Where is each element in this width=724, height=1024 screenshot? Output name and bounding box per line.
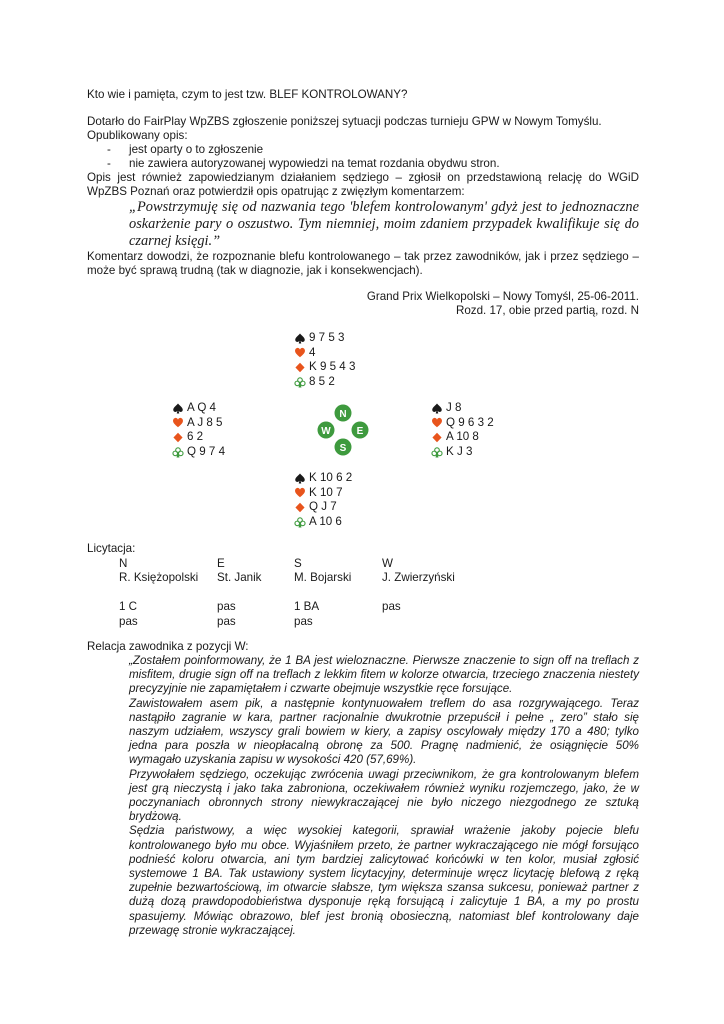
intro-paragraph-1: Dotarło do FairPlay WpZBS zgłoszenie poniższej sytuacji podczas turnieju GPW w Nowym Tomyślu. <box>87 115 602 128</box>
cards-hearts: 4 <box>309 345 316 359</box>
cards-diamonds: 6 2 <box>187 430 204 444</box>
hand-line-diamonds <box>294 500 352 515</box>
hand-south <box>294 471 352 529</box>
intro-list-item <box>87 143 639 157</box>
hand-line-clubs <box>294 515 352 530</box>
club-icon <box>431 447 443 458</box>
heart-icon <box>431 417 443 428</box>
cards-clubs: Q 9 7 4 <box>187 444 226 458</box>
direction-w: W <box>382 556 393 570</box>
spacer <box>119 586 217 601</box>
bidding-table <box>119 557 502 630</box>
bidding-section <box>87 542 502 629</box>
hand-line-diamonds <box>172 430 225 445</box>
compass-icon <box>315 403 371 459</box>
list-item-text: jest oparty o to zgłoszenie <box>129 143 264 156</box>
event-line-2: Rozd. 17, obie przed partią, rozd. N <box>455 304 639 317</box>
bid-cell: pas <box>217 600 236 613</box>
diamond-icon <box>172 432 184 443</box>
direction-n: N <box>119 556 128 570</box>
spacer <box>217 586 294 601</box>
direction-s: S <box>294 556 302 570</box>
hand-line-spades <box>294 331 355 346</box>
bid-cell: pas <box>217 614 236 628</box>
cards-clubs: K J 3 <box>446 444 473 458</box>
cards-hearts: A J 8 5 <box>187 415 223 429</box>
heart-icon <box>294 487 306 498</box>
compass-s-label: S <box>339 443 347 454</box>
compass-e-label: E <box>356 426 364 437</box>
hand-line-diamonds <box>294 360 355 375</box>
compass-w-label: W <box>321 426 331 437</box>
player-w: J. Zwierzyński <box>382 571 455 584</box>
list-dash: - <box>107 157 111 170</box>
intro-paragraph-4: Komentarz dowodzi, że rozpoznanie blefu kontrolowanego – tak przez zawodników, jak i przez sędziego – może być sprawą trudną (tak w diagnozie, jak i konsekwencjach). <box>87 250 639 277</box>
spacer <box>382 586 502 601</box>
cards-spades: 9 7 5 3 <box>309 331 345 344</box>
club-icon <box>294 517 306 528</box>
spade-icon <box>294 333 306 344</box>
event-info <box>300 290 639 318</box>
club-icon <box>294 377 306 388</box>
cards-diamonds: Q J 7 <box>309 500 337 514</box>
relation-section <box>87 640 639 938</box>
cards-clubs: 8 5 2 <box>309 374 335 388</box>
heart-icon <box>294 347 306 358</box>
bid-cell: pas <box>382 600 401 613</box>
spade-icon <box>294 473 306 484</box>
list-item-text: nie zawiera autoryzowanej wypowiedzi na temat rozdania obydwu stron. <box>129 157 500 170</box>
diamond-icon <box>294 502 306 513</box>
bid-cell: pas <box>119 614 138 628</box>
event-line-1: Grand Prix Wielkopolski – Nowy Tomyśl, 25-06-2011. <box>366 290 639 303</box>
spade-icon <box>172 403 184 414</box>
diamond-icon <box>294 362 306 373</box>
intro-body <box>87 115 639 278</box>
bidding-heading: Licytacja: <box>87 542 136 555</box>
hand-line-clubs <box>431 445 494 460</box>
spacer <box>294 586 382 601</box>
intro-list <box>87 143 639 171</box>
spade-icon <box>431 403 443 414</box>
intro-paragraph-2: Opublikowany opis: <box>87 129 188 142</box>
intro-title: Kto wie i pamięta, czym to jest tzw. BLEF KONTROLOWANY? <box>87 88 408 101</box>
hand-line-diamonds <box>431 430 494 445</box>
cards-diamonds: A 10 8 <box>446 430 479 444</box>
hand-line-spades <box>172 401 225 416</box>
bid-cell: pas <box>294 614 313 628</box>
cards-spades: K 10 6 2 <box>309 471 353 484</box>
hand-east <box>431 401 494 459</box>
relation-paragraph: Sędzia państwowy, a więc wysokiej kategorii, sprawiał wrażenie jakoby pojecie blefu kontrolowanego było mu obce. Wyjaśniłem przeto, że partner wykraczającego nie mógł forsująco podnieść koloru otwarcia, ani tym bardziej zalicytować końcówki w ten kolor, musiał zgłosić systemowe 1 BA. Tak ustawiony system licytacyjny, determinuje wręcz licytację blefową z ręką zupełnie bezwartościową, im otwarcie słabsze, tym większa szansa sukcesu, ponieważ partner z dużą dozą prawdopodobieństwa dysponuje ręką forsującą i zalicytuje 1 BA, a my po prostu spasujemy. Mówiąc obrazowo, blef jest bronią obosieczną, natomiast blef kontrolowany daje przewagę stronie wykraczającej. <box>129 824 639 937</box>
hand-north <box>294 331 355 389</box>
club-icon <box>172 447 184 458</box>
cards-diamonds: K 9 5 4 3 <box>309 360 356 374</box>
hand-line-hearts <box>294 486 352 501</box>
hand-line-spades <box>294 471 352 486</box>
intro-section <box>87 88 639 102</box>
relation-paragraph: Zawistowałem asem pik, a następnie kontynuowałem treflem do asa rozgrywającego. Teraz nastąpiło zagranie w kara, partner racjonalnie dwukrotnie przepuścił i pełne „ zero” stało się naszym udziałem, wszyscy grali bowiem w kiery, a zapisy oscylowały między 170 a 480; tylko jedna para poszła w nieopłacalną obronę za 500. Pragnę nadmienić, że osiągnięcie 50% wymagało uzyskania zapisu w wysokości 420 (57,69%). <box>129 696 639 767</box>
cards-clubs: A 10 6 <box>309 514 342 528</box>
judge-quote: „Powstrzymuję się od nazwania tego 'blefem kontrolowanym' gdyż jest to jednoznaczne oskarżenie pary o oszustwo. Tym niemniej, moim zdaniem przypadek kwalifikuje się do czarnej księgi.” <box>129 199 639 249</box>
hand-west <box>172 401 225 459</box>
relation-paragraph: Przywołałem sędziego, oczekując zwrócenia uwagi przeciwnikom, że gra kontrolowanym blefem jest grą nieczystą i jako taka zabroniona, oczekiwałem również wyniku rozjemczego, jako, że w poczynaniach obronnych strony niewykraczającej nie było niczego niezgodnego ze sztuką brydżową. <box>129 767 639 824</box>
intro-paragraph-3: Opis jest również zapowiedzianym działaniem sędziego – zgłosił on przedstawioną relację do WGiD WpZBS Poznań oraz potwierdził opis opatrując z zwięzłym komentarzem: <box>87 171 639 198</box>
diamond-icon <box>431 432 443 443</box>
hand-line-clubs <box>172 445 225 460</box>
bid-cell: 1 BA <box>294 600 320 613</box>
player-s: M. Bojarski <box>294 571 352 584</box>
player-e: St. Janik <box>217 571 262 584</box>
intro-list-item <box>87 157 639 171</box>
relation-heading: Relacja zawodnika z pozycji W: <box>87 640 249 653</box>
cards-spades: J 8 <box>446 401 462 414</box>
direction-e: E <box>217 556 225 570</box>
bid-cell: 1 C <box>119 600 138 613</box>
bid-cell <box>382 615 502 630</box>
cards-spades: A Q 4 <box>187 401 217 414</box>
cards-hearts: Q 9 6 3 2 <box>446 415 494 429</box>
hand-line-hearts <box>172 416 225 431</box>
heart-icon <box>172 417 184 428</box>
hand-line-spades <box>431 401 494 416</box>
cards-hearts: K 10 7 <box>309 485 343 499</box>
relation-paragraph: „Zostałem poinformowany, że 1 BA jest wieloznaczne. Pierwsze znaczenie to sign off na treflach z misfitem, drugie sign off na treflach z lekkim fitem w kolorze otwarcia, trzeciego znaczenia niestety precyzyjnie nie zapamiętałem i czwarte obejmuje wszystkie ręce forsujące. <box>129 654 639 696</box>
player-n: R. Księżopolski <box>119 571 199 584</box>
hand-line-clubs <box>294 375 355 390</box>
hand-line-hearts <box>431 416 494 431</box>
compass-n-label: N <box>339 409 347 420</box>
relation-text <box>129 654 639 938</box>
hand-line-hearts <box>294 346 355 361</box>
list-dash: - <box>107 143 111 156</box>
